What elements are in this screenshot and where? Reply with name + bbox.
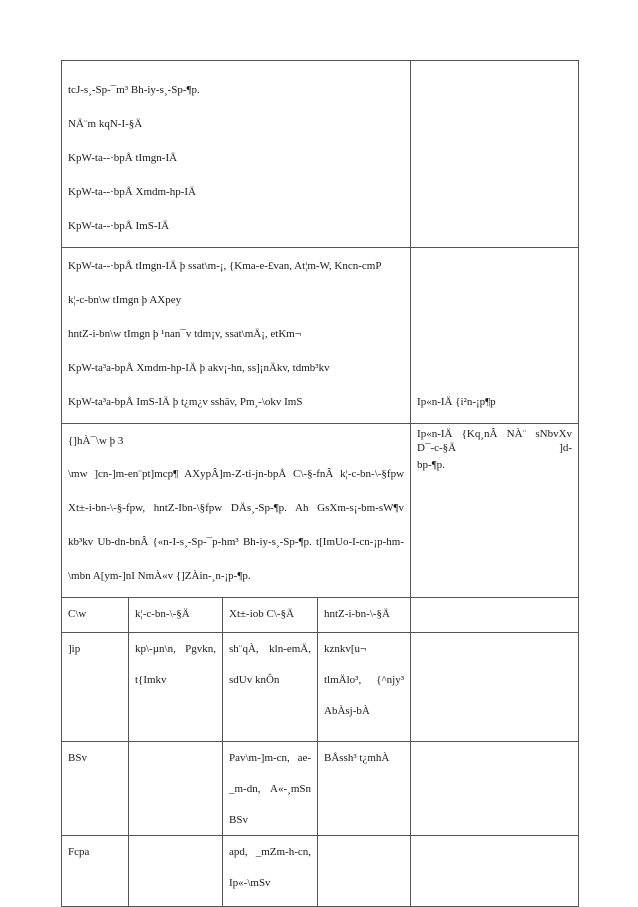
cell-word: apd, (229, 845, 248, 858)
grid-cell (411, 836, 579, 907)
grid-cell (318, 836, 411, 907)
text-line: k¦-c-bn\w tImgn þ AXpey (68, 294, 182, 306)
cell-line (229, 836, 311, 867)
header-text: hntZ-i-bn-\-§Ä (324, 607, 390, 620)
section-1-row (62, 61, 579, 248)
section-2-text (62, 248, 411, 424)
text-line: tcJ-s¸-Sp-¯m³ Bh-iy-s¸-Sp-¶p. (68, 84, 200, 96)
side-line: bp-¶p. (417, 459, 445, 471)
cell-word: sh¨qÀ, (229, 642, 259, 655)
grid-cell (129, 742, 223, 836)
grid-row (62, 633, 579, 742)
cell-text: BÅssh³ t¿mhÀ (324, 751, 390, 764)
cell-text: Ip«-\mSv (229, 876, 271, 889)
cell-text (417, 633, 572, 664)
cell-word: {^njy³ (376, 673, 405, 686)
cell-line (229, 633, 311, 664)
cell-text: t{Imkv (135, 673, 167, 686)
grid-cell (223, 633, 318, 742)
side-line (417, 428, 572, 454)
cell-text: AbÀsj-bÀ (324, 704, 370, 717)
section-1-side (411, 61, 579, 248)
grid-cell (411, 742, 579, 836)
cell-word: Pgvkn, (185, 642, 216, 655)
text-line-content: kb³kv Ub-dn-bnÂ {«n-I-s¸-Sp-¯p-hm³ Bh-iy-s¸-Sp-¶p. t[ImUo-I-cn-¡p-hm- (68, 536, 405, 548)
text-line: KpW-ta--·bpÅ Xmdm-hp-IÄ (68, 186, 196, 198)
header-text: C\w (68, 607, 87, 620)
grid-cell (223, 836, 318, 907)
cell-word: A«-¸mSn (270, 782, 311, 795)
side-note: Ip«n-IÄ {i²n-¡p¶p (417, 396, 496, 408)
grid-header-cell (223, 598, 318, 633)
section-3-text (62, 424, 411, 598)
header-text (417, 598, 572, 629)
cell-line (229, 742, 311, 773)
grid-cell (318, 633, 411, 742)
grid-cell (129, 836, 223, 907)
text-line (68, 491, 404, 525)
section-3-side (411, 424, 579, 598)
text-line: KpW-ta--·bpÅ ImS-IÄ (68, 220, 170, 232)
cell-text: BSv (229, 813, 248, 826)
cell-word: ae- (297, 751, 311, 764)
text-line-content: Xt±-i-bn-\-§-fpw, hntZ-Ibn-\§fpw DÄs¸-Sp-¶p. Ah GsXm-s¡-bm-sW¶v (68, 502, 405, 514)
cell-text (135, 836, 216, 867)
text-line (68, 457, 404, 491)
grid-header-cell (318, 598, 411, 633)
text-line: KpW-ta--·bpÅ tImgn-IÄ þ ssat\m-¡, {Kma-e-£van, At¦m-W, Kncn-cmP (68, 260, 382, 272)
grid-cell (318, 742, 411, 836)
header-text: k¦-c-bn-\-§Ä (135, 607, 190, 620)
content-table (61, 60, 579, 907)
text-line: NÄ¨m kqN-I-§Ä (68, 118, 143, 130)
grid-header-cell (411, 598, 579, 633)
section-1-text (62, 61, 411, 248)
cell-word: _mZm-h-cn, (255, 845, 311, 858)
section-3-row (62, 424, 579, 598)
cell-word: kln-emÄ, (269, 642, 311, 655)
cell-text: kznkv[u¬ (324, 642, 367, 655)
grid-cell (223, 742, 318, 836)
grid-cell (62, 633, 129, 742)
text-line-content: \mw ]cn-]m-en¨pt]mcp¶ AXypÂ]m-Z-ti-jn-bpÅ C\-§-fnÂ k¦-c-bn-\-§fpw (68, 468, 405, 480)
cell-text (417, 836, 572, 867)
grid-header-cell (129, 598, 223, 633)
text-line (68, 525, 404, 559)
cell-line (135, 633, 216, 664)
document-page (61, 60, 578, 907)
cell-line (324, 664, 404, 695)
cell-word: _m-dn, (229, 782, 261, 795)
cell-text (324, 836, 404, 867)
cell-line (229, 773, 311, 804)
cell-text: ]ip (68, 642, 81, 655)
cell-text: sdUv knÔn (229, 673, 280, 686)
cell-word: tlmÄlo³, (324, 673, 362, 686)
grid-cell (411, 633, 579, 742)
grid-cell (62, 836, 129, 907)
grid-row (62, 836, 579, 907)
grid-row (62, 742, 579, 836)
text-line: KpW-ta³a-bpÅ Xmdm-hp-IÄ þ akv¡-hn, ss]¡nÄkv, tdmb³kv (68, 362, 330, 374)
header-text: Xt±-iob C\-§Ä (229, 607, 295, 620)
grid-cell (129, 633, 223, 742)
section-2-side (411, 248, 579, 424)
grid-cell (62, 742, 129, 836)
cell-text (417, 742, 572, 773)
cell-text: Fcpa (68, 845, 90, 858)
grid-header-row (62, 598, 579, 633)
grid-header-cell (62, 598, 129, 633)
text-line: hntZ-i-bn\w tImgn þ ¹nan¯v tdm¡v, ssat\mÄ¡, etKm¬ (68, 328, 302, 340)
text-line: KpW-ta³a-bpÅ ImS-IÄ þ t¿m¿v sshäv, Pm¸-\okv ImS (68, 396, 303, 408)
text-line: KpW-ta--·bpÅ tImgn-IÄ (68, 152, 178, 164)
section-2-row (62, 248, 579, 424)
side-line-content: Ip«n-IÄ {Kq¸nÂ NÀ¨ sNbvXv D¯-c-§Ä ]d- (417, 428, 573, 454)
cell-word: kp\-µn\n, (135, 642, 176, 655)
cell-text: BSv (68, 751, 87, 764)
activity-heading: {]hÀ¯\w þ 3 (68, 435, 124, 447)
cell-text (135, 742, 216, 773)
text-line: \mbn A[ym-]nI NmÀ«v {]ZÀin-¸n-¡p-¶p. (68, 570, 251, 582)
cell-word: Pav\m-]m-cn, (229, 751, 290, 764)
